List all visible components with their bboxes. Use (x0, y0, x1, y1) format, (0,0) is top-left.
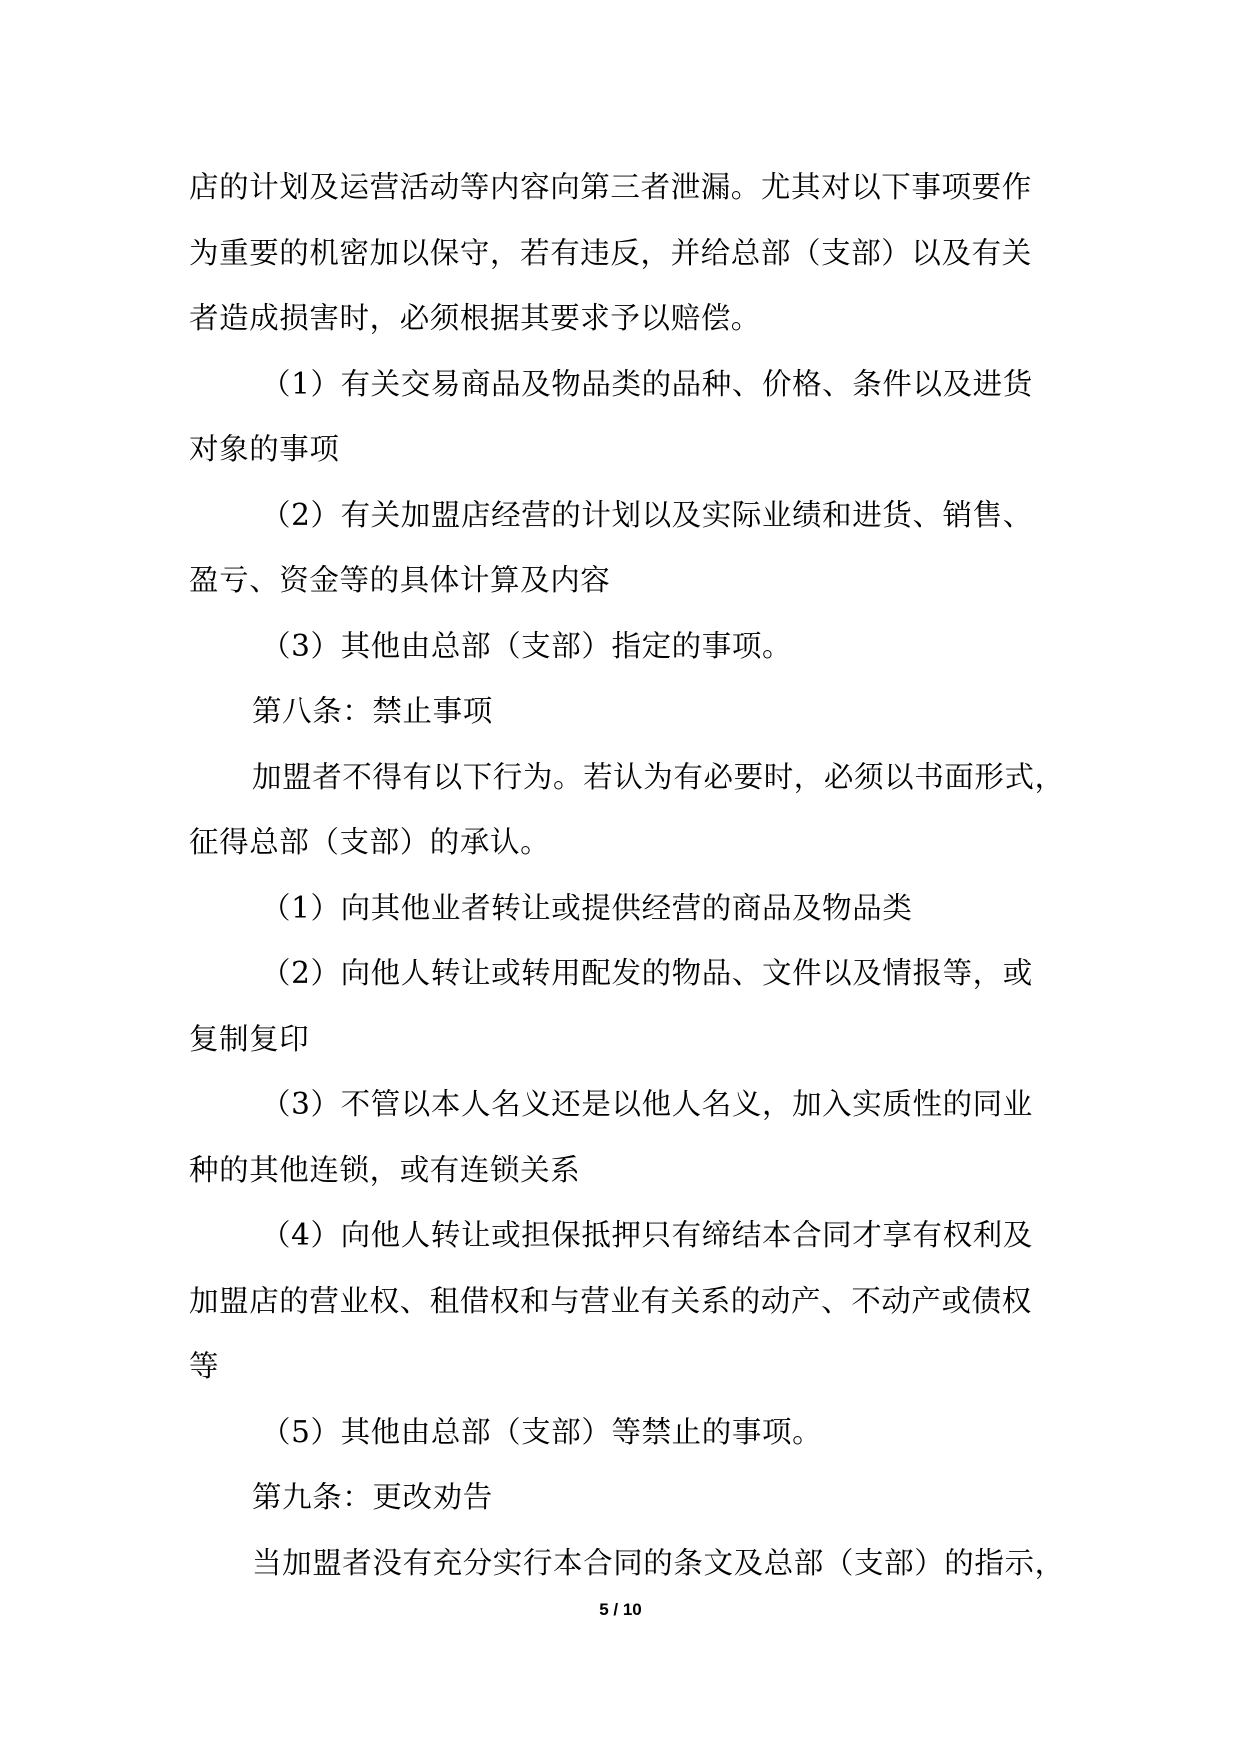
page-number: 5 / 10 (599, 1600, 642, 1619)
text-line: 等 (189, 1349, 220, 1383)
text-line: 盈亏、资金等的具体计算及内容 (189, 563, 611, 597)
text-line: 当加盟者没有充分实行本合同的条文及总部（支部）的指示， (252, 1545, 1065, 1580)
document-body (189, 155, 1065, 1596)
text-line: （3）其他由总部（支部）指定的事项。 (261, 628, 793, 663)
text-line: 征得总部（支部）的承认。 (189, 825, 551, 859)
text-line: 加盟店的营业权、租借权和与营业有关系的动产、不动产或债权 (189, 1283, 1032, 1318)
text-line: 为重要的机密加以保守，若有违反，并给总部（支部）以及有关 (189, 235, 1032, 270)
text-line: （2）向他人转让或转用配发的物品、文件以及情报等，或 (261, 956, 1033, 990)
text-line: 者造成损害时，必须根据其要求予以赔偿。 (189, 301, 761, 335)
text-line: 复制复印 (189, 1021, 310, 1056)
text-line: （4）向他人转让或担保抵押只有缔结本合同才享有权利及 (261, 1218, 1033, 1252)
text-line: 种的其他连锁，或有连锁关系 (189, 1152, 581, 1187)
text-line: 第九条：更改劝告 (252, 1480, 493, 1514)
text-line: 加盟者不得有以下行为。若认为有必要时，必须以书面形式， (252, 759, 1065, 794)
text-line: （1）向其他业者转让或提供经营的商品及物品类 (261, 890, 913, 925)
text-line: （5）其他由总部（支部）等禁止的事项。 (261, 1414, 823, 1449)
text-line: 对象的事项 (189, 432, 340, 466)
text-line: 店的计划及运营活动等内容向第三者泄漏。尤其对以下事项要作 (189, 170, 1032, 204)
text-line: （2）有关加盟店经营的计划以及实际业绩和进货、销售、 (261, 497, 1033, 532)
text-line: 第八条：禁止事项 (252, 694, 493, 728)
text-line: （3）不管以本人名义还是以他人名义，加入实质性的同业 (261, 1087, 1033, 1121)
text-line: （1）有关交易商品及物品类的品种、价格、条件以及进货 (261, 366, 1033, 401)
